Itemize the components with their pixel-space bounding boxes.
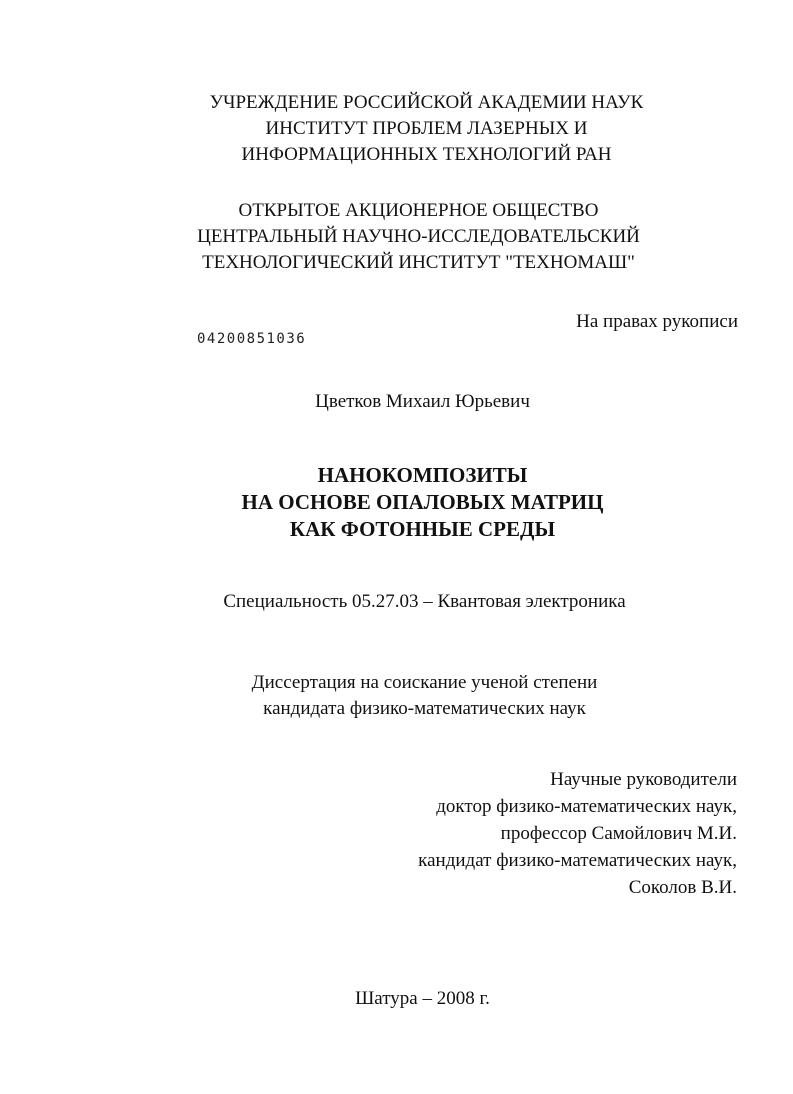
institution-line: УЧРЕЖДЕНИЕ РОССИЙСКОЙ АКАДЕМИИ НАУК [209, 92, 644, 113]
title-line: КАК ФОТОННЫЕ СРЕДЫ [289, 517, 556, 541]
company-line: ТЕХНОЛОГИЧЕСКИЙ ИНСТИТУТ "ТЕХНОМАШ" [202, 252, 635, 273]
degree-line: кандидата физико-математических наук [263, 698, 586, 719]
supervisors-heading: Научные руководители [550, 769, 737, 790]
place-year-block [26, 986, 793, 1012]
catalog-code: 04200851036 [197, 331, 307, 347]
specialty-block [28, 589, 793, 615]
supervisors-block [418, 766, 737, 901]
company-line: ЦЕНТРАЛЬНЫЙ НАУЧНО-ИССЛЕДОВАТЕЛЬСКИЙ [197, 226, 640, 247]
institution-line: ИНФОРМАЦИОННЫХ ТЕХНОЛОГИЙ РАН [241, 144, 612, 165]
supervisor-line: профессор Самойлович М.И. [500, 823, 737, 844]
company-header [22, 198, 793, 276]
institution-line: ИНСТИТУТ ПРОБЛЕМ ЛАЗЕРНЫХ И [265, 118, 588, 139]
title-line: НА ОСНОВЕ ОПАЛОВЫХ МАТРИЦ [241, 490, 604, 514]
title-line: НАНОКОМПОЗИТЫ [317, 463, 528, 487]
supervisor-line: доктор физико-математических наук, [436, 796, 737, 817]
manuscript-rights-note: На правах рукописи [576, 311, 738, 332]
author-name: Цветков Михаил Юрьевич [315, 391, 530, 412]
supervisor-line: Соколов В.И. [628, 877, 737, 898]
degree-block [28, 670, 793, 722]
author-block [26, 389, 793, 415]
dissertation-title [26, 462, 793, 543]
specialty-text: Специальность 05.27.03 – Квантовая электроника [223, 591, 626, 612]
degree-line: Диссертация на соискание ученой степени [251, 672, 598, 693]
place-year: Шатура – 2008 г. [355, 988, 490, 1009]
supervisor-line: кандидат физико-математических наук, [418, 850, 737, 871]
company-line: ОТКРЫТОЕ АКЦИОНЕРНОЕ ОБЩЕСТВО [238, 200, 599, 221]
institution-header [30, 90, 793, 168]
